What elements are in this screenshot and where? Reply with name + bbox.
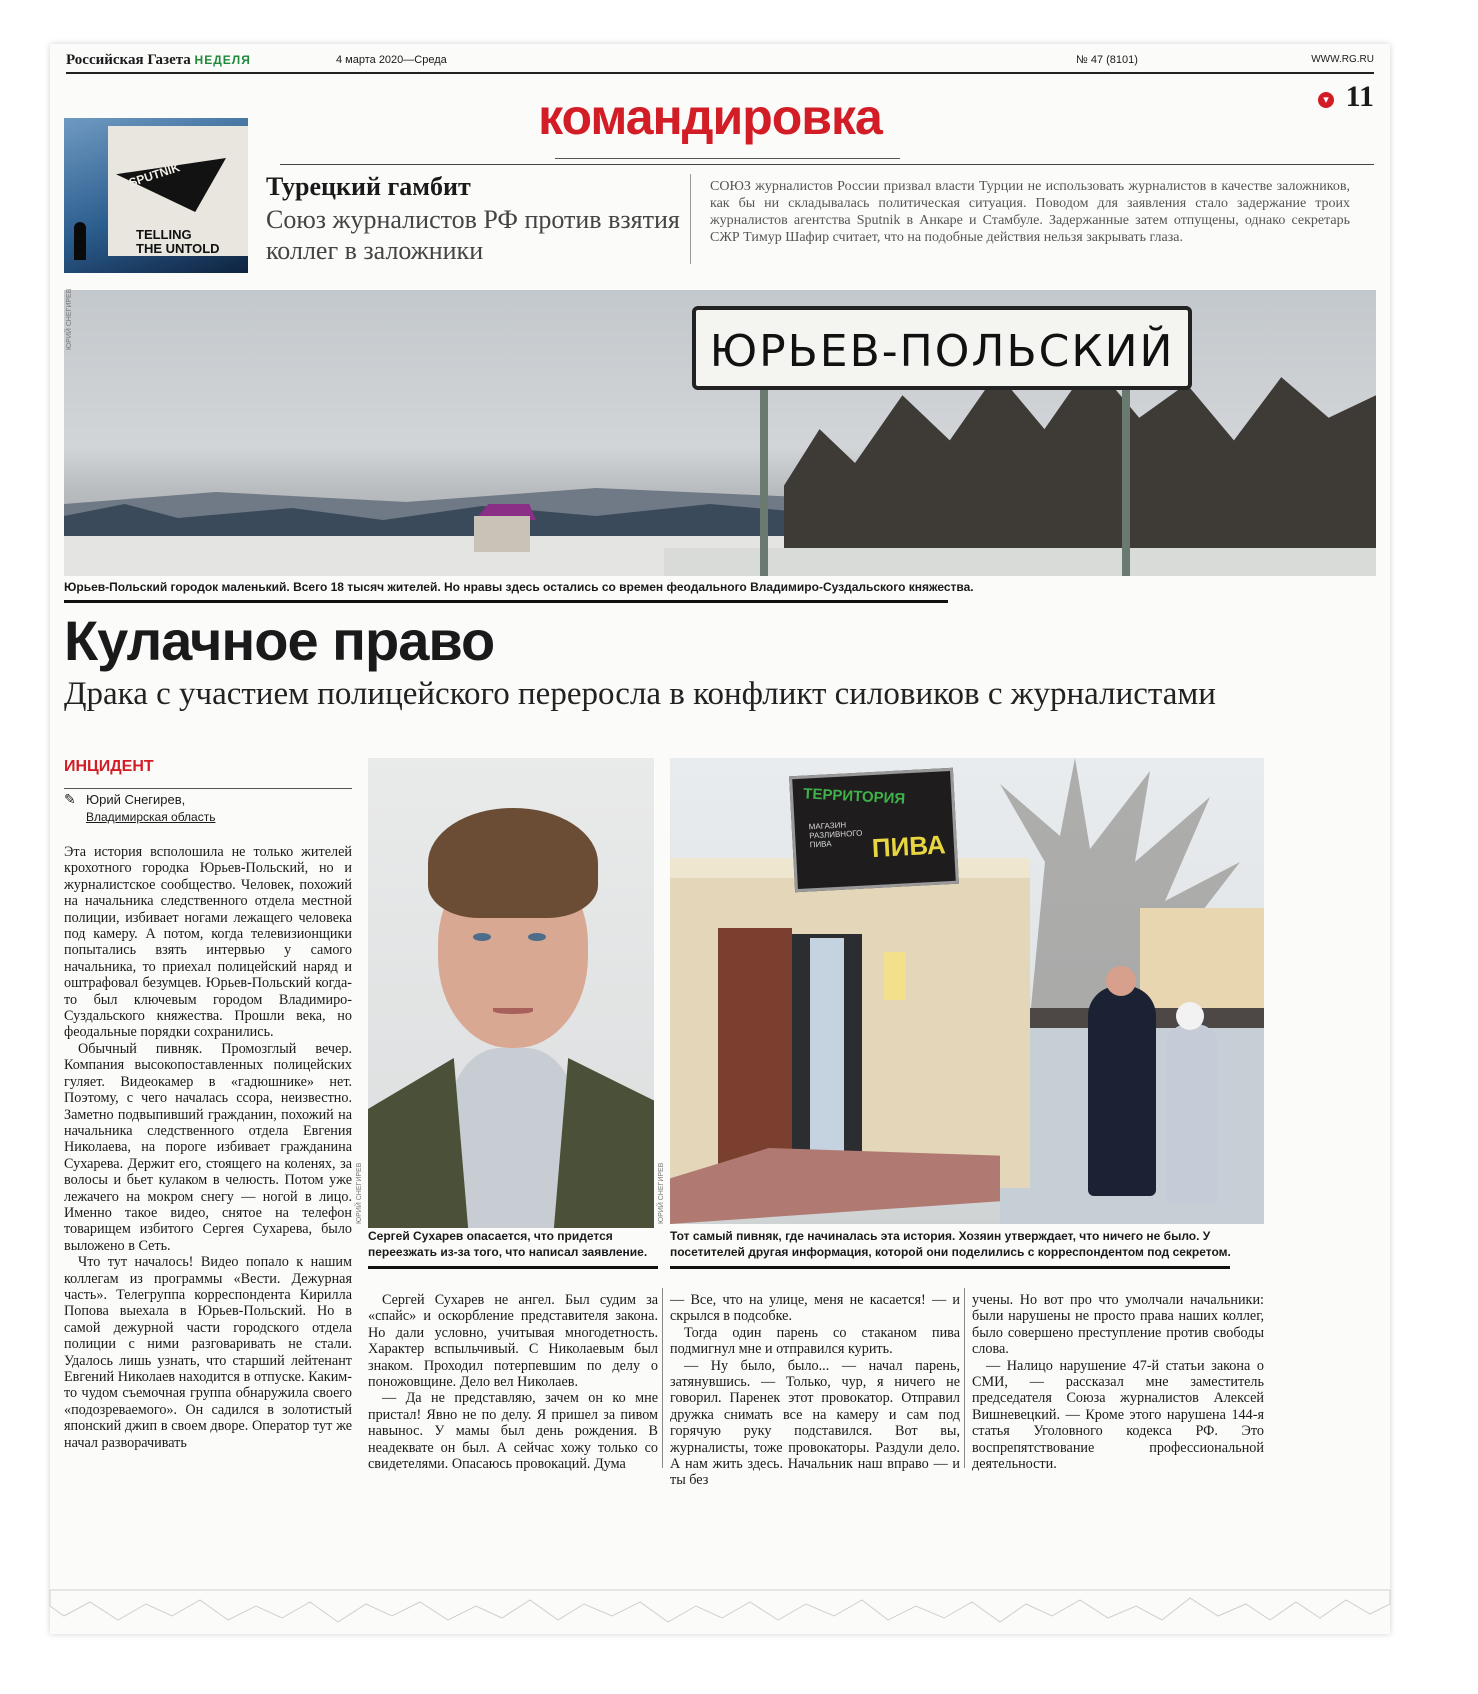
background-house	[1140, 908, 1264, 1018]
inner-door	[810, 938, 844, 1158]
town-sign: ЮРЬЕВ-ПОЛЬСКИЙ	[692, 306, 1192, 390]
panorama-credit: ЮРИЙ СНЕГИРЕВ	[66, 288, 73, 350]
eye	[473, 933, 491, 941]
page-number: 11	[1345, 80, 1374, 113]
column-divider	[964, 1288, 965, 1468]
tagline-line-2: THE UNTOLD	[136, 241, 220, 256]
pen-icon: ✎	[64, 793, 76, 808]
column-divider	[662, 1288, 663, 1468]
author-region: Владимирская область	[86, 810, 216, 824]
brand-edition: НЕДЕЛЯ	[194, 53, 251, 67]
paragraph: — Все, что на улице, меня не касается! — и скрылся в подсобке.	[670, 1292, 960, 1325]
article-column-4	[972, 1292, 1264, 1473]
rubric-rule	[555, 158, 900, 159]
sputnik-logo-text: SPUTNIK	[127, 160, 182, 190]
paragraph: — Налицо нарушение 47-й статьи закона о СМИ, — рассказал мне заместитель председателя Союза журналистов Алексей Вишневецкий. — Кроме этого нарушена 144-я статья Уголовного кодекса РФ. Это воспрепятствование профессиональной деятельности.	[972, 1357, 1264, 1473]
masthead-rule	[66, 72, 1374, 74]
panorama-caption: Юрьев-Польский городок маленький. Всего 18 тысяч жителей. Но нравы здесь остались со времен феодального Владимиро-Суздальского княжества.	[64, 580, 974, 594]
hair	[428, 808, 598, 918]
pub-photo	[670, 758, 1264, 1224]
masthead	[66, 52, 1374, 74]
site-url: WWW.RG.RU	[1311, 54, 1374, 65]
teaser-rule	[280, 164, 1374, 165]
signboard-line-2: ПИВА	[871, 829, 947, 864]
brand-name: Российская Газета	[66, 52, 191, 68]
sign-post-left	[760, 390, 768, 576]
signboard-line-1: ТЕРРИТОРИЯ	[802, 785, 906, 808]
open-door	[718, 928, 792, 1176]
issue-number: № 47 (8101)	[1076, 54, 1138, 66]
section-rubric: командировка	[538, 89, 882, 145]
section-rule	[64, 788, 352, 789]
caption-rule	[64, 600, 948, 603]
portrait-photo	[368, 758, 654, 1224]
eye	[528, 933, 546, 941]
door-notice	[884, 952, 906, 1000]
issue-date: 4 марта 2020—Среда	[336, 54, 447, 66]
newspaper-page	[50, 44, 1390, 1634]
teaser-text: СОЮЗ журналистов России призвал власти Турции не использовать журналистов в качестве заложников, как бы ни складывалась политическая ситуация. Поводом для заявления стало задержание троих журналистов агентства Sputnik в Анкаре и Стамбуле. Задержанные затем отпущены, однако секретарь СЖР Тимур Шафир считает, что на подобные действия нельзя закрывать глаза.	[710, 179, 1350, 245]
paragraph: — Да не представляю, зачем он ко мне пристал! Явно не по делу. Я пришел за пивом навынос. У мамы был день рождения. В неадеквате он был. А сейчас хожу только со свидетелями. Опасаюсь провокаций. Дума	[368, 1390, 658, 1473]
article-subheadline: Драка с участием полицейского переросла в конфликт силовиков с журналистами	[64, 676, 1216, 712]
pub-signboard	[789, 768, 959, 892]
brand	[66, 52, 251, 69]
article-column-1	[64, 844, 352, 1468]
article-headline: Кулачное право	[64, 609, 495, 672]
paragraph: Что тут началось! Видео попало к нашим коллегам из программы «Вести. Дежурная часть». Телегруппа корреспондента Кирилла Попова выехала в Юрьев-Польский. Но в самой дежурной части городского отдела полиции с ними разговаривать не стали. Удалось лишь узнать, что старший лейтенант Евгений Николаев находится в отпуске. Каким-то чудом съемочная группа обнаружила своего «подозреваемого». Он садился в золотистый японский джип в своем дворе. Оператор тут же начал разворачивать	[64, 1254, 352, 1451]
paragraph: учены. Но вот про что умолчали начальники: были нарушены не просто права наших коллег, было совершено преступление против свободы слова.	[972, 1292, 1264, 1358]
pub-photo-caption: Тот самый пивняк, где начиналась эта история. Хозяин утверждает, что ничего не было. У посетителей другая информация, которой они поделились с корреспондентом под секретом.	[670, 1229, 1231, 1259]
girl-figure	[1166, 1024, 1218, 1204]
page-arrow-icon: ▾	[1318, 92, 1334, 108]
article-column-2	[368, 1292, 658, 1473]
article-section: ИНЦИДЕНТ	[64, 758, 154, 775]
mouth	[493, 1008, 533, 1014]
tagline-line-1: TELLING	[136, 227, 192, 242]
portrait-credit: ЮРИЙ СНЕГИРЕВ	[356, 1162, 363, 1224]
pub-photo-credit: ЮРИЙ СНЕГИРЕВ	[658, 1162, 665, 1224]
paragraph: Эта история всполошила не только жителей крохотного городка Юрьев-Польский, но и журналистское сообщество. Человек, похожий на начальника следственного отдела местной полиции, избивает ногами лежащего человека под камеру. А потом, когда телевизионщики попытались взять интервью у самого начальника, то приехал полицейский наряд и оштрафовал безумцев. Юрьев-Польский когда-то был ключевым городом Владимиро-Суздальского княжества. Прошли века, но феодальные порядки сохранились.	[64, 844, 352, 1041]
sign-post-right	[1122, 390, 1130, 576]
roadside-snow	[664, 548, 1376, 576]
teaser-photo	[64, 118, 248, 273]
caption-rule	[368, 1266, 658, 1269]
author: Юрий Снегирев,	[86, 792, 186, 807]
signboard-small-text: МАГАЗИН РАЗЛИВНОГО ПИВА	[808, 820, 863, 850]
girl-head	[1176, 1002, 1204, 1030]
article-column-3	[670, 1292, 960, 1489]
teaser-divider	[690, 174, 691, 264]
paragraph: Сергей Сухарев не ангел. Был судим за «спайс» и оскорбление представителя закона. Но дали условно, учитывая многодетность. Характер вспыльчивый. С Николаевым был знаком. Проходил потерпевшим по делу о поножовщине. Дело вел Николаев.	[368, 1292, 658, 1391]
paragraph: — Ну было, было... — начал парень, затянувшись. — Только, чур, я ничего не говорил. Паренек этот провокатор. Отправил дружка снимать все на камеру и сам под горячую руку подставился. Вот вы, журналисты, тоже провокаторы. Раздули дело. А нам жить здесь. Начальник наш вправо — и ты без	[670, 1357, 960, 1489]
portrait-caption: Сергей Сухарев опасается, что придется переезжать из-за того, что написал заявление.	[368, 1229, 648, 1259]
paragraph: Тогда один парень со стаканом пива подмигнул мне и отправился курить.	[670, 1324, 960, 1358]
teaser-photo-tagline	[136, 228, 220, 256]
man-head	[1106, 966, 1136, 996]
teaser-subtitle: Союз журналистов РФ против взятия коллег в заложники	[266, 205, 680, 265]
teaser-title: Турецкий гамбит	[266, 172, 471, 201]
caption-rule	[670, 1266, 1230, 1269]
house	[474, 516, 530, 552]
panorama-photo	[64, 290, 1376, 576]
torn-edge	[50, 1590, 1390, 1650]
silhouette	[74, 222, 86, 260]
paragraph: Обычный пивняк. Промозглый вечер. Компания высокопоставленных полицейских гуляет. Видеокамер в «гадюшнике» нет. Поэтому, с чего началась ссора, неизвестно. Заметно подвыпивший гражданин, похожий на начальника следственного отдела Евгения Николаева, на пороге избивает гражданина Сухарева. Держит его, стоящего на коленях, за волосы и бьет кулаком в челюсть. Потом уже лежачего на мокром снегу — ногой в лицо. Именно такое видео, снятое на телефон товарищем избитого Сергея Сухарева, было выложено в Сеть.	[64, 1040, 352, 1254]
man-figure	[1088, 986, 1156, 1196]
